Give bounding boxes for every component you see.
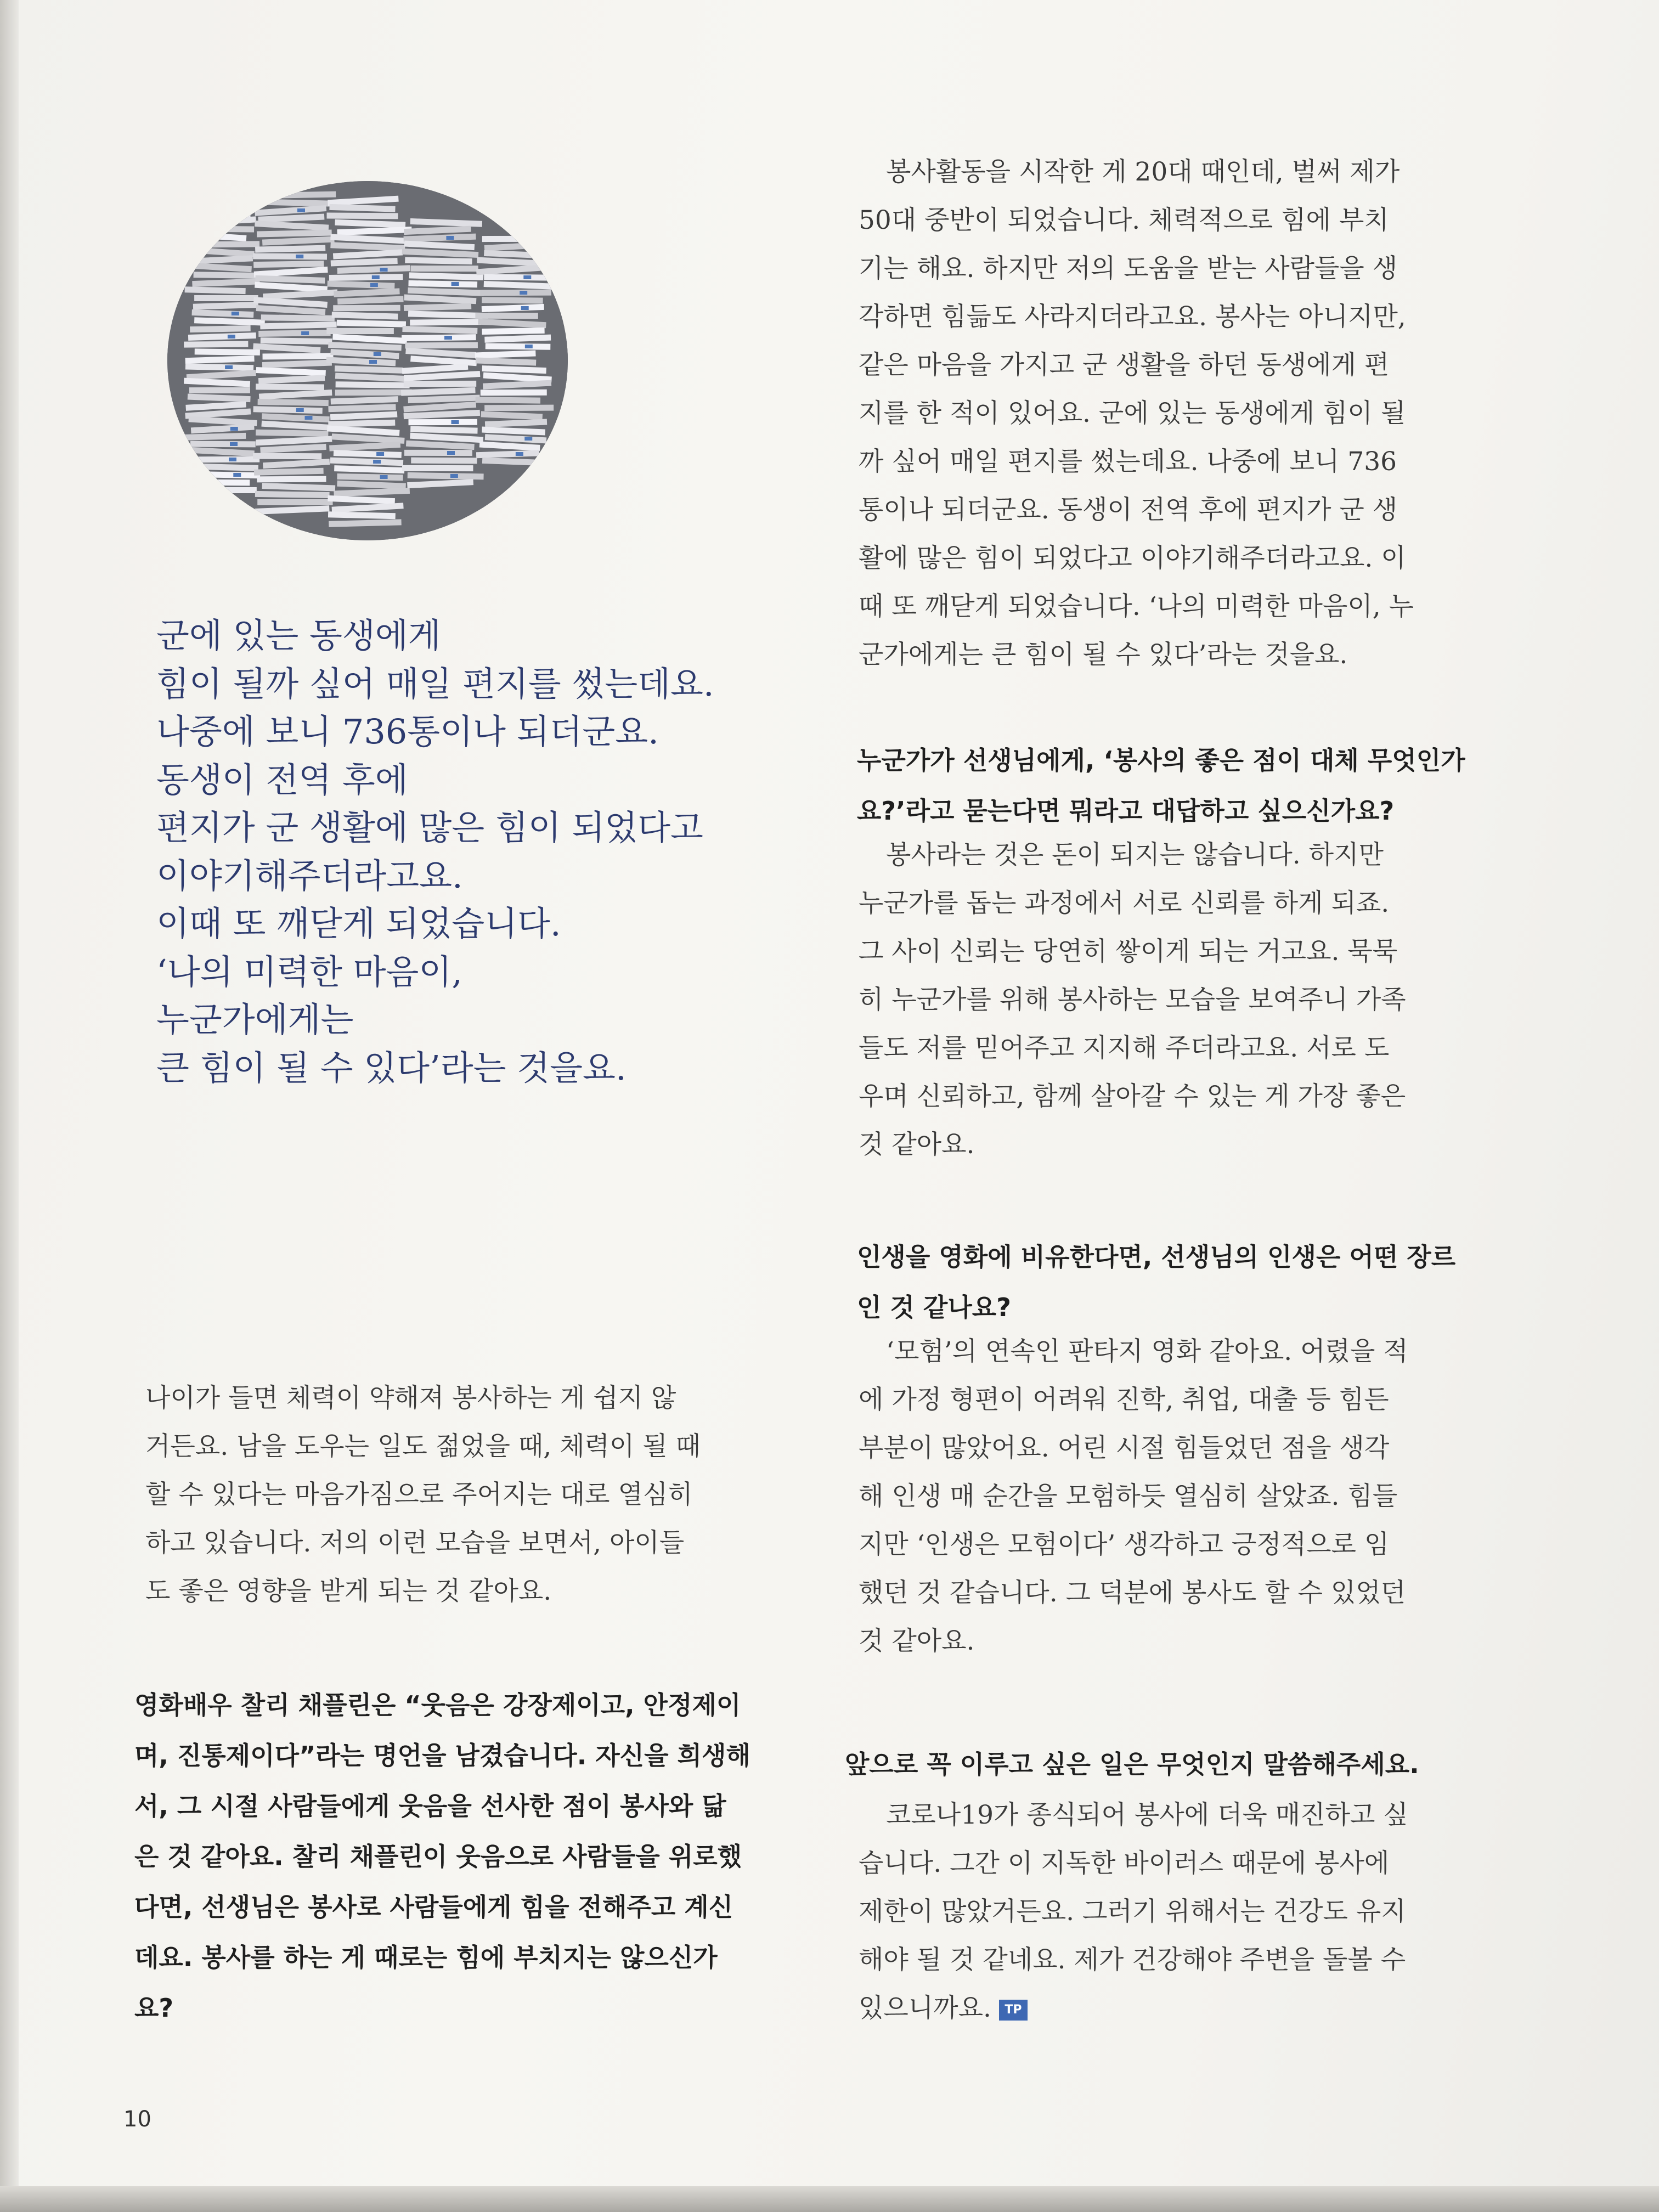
question-good-line: 요?’라고 묻는다면 뭐라고 대답하고 싶으신가요? <box>857 796 1395 826</box>
question-chaplin-line: 다면, 선생님은 봉사로 사람들에게 힘을 전해주고 계신 <box>134 1892 733 1922</box>
answer-movie-line: 부분이 많았어요. 어린 시절 힘들었던 점을 생각 <box>859 1433 1390 1463</box>
question-good-line: 누군가가 선생님에게, ‘봉사의 좋은 점이 대체 무엇인가 <box>857 746 1465 775</box>
answer-tired-line: 활에 많은 힘이 되었다고 이야기해주더라고요. 이 <box>859 543 1406 573</box>
answer-movie-line: 에 가정 형편이 어려워 진학, 취업, 대출 등 힘든 <box>859 1385 1389 1415</box>
question-chaplin-line: 은 것 같아요. 찰리 채플린이 웃음으로 사람들을 위로했 <box>134 1842 742 1871</box>
answer-future-line: 코로나19가 종식되어 봉사에 더욱 매진하고 싶 <box>886 1800 1408 1830</box>
answer-intro <box>145 1374 701 1616</box>
page-spine <box>0 0 19 2212</box>
answer-future-line: 습니다. 그간 이 지독한 바이러스 때문에 봉사에 <box>859 1848 1390 1878</box>
answer-tired-line: 각하면 힘듦도 사라지더라고요. 봉사는 아니지만, <box>859 302 1406 332</box>
answer-good-line: 누군가를 돕는 과정에서 서로 신뢰를 하게 되죠. <box>859 888 1390 918</box>
answer-future-line: 있으니까요. TP <box>859 1984 1408 2033</box>
pull-quote-line: 군에 있는 동생에게 <box>156 616 441 656</box>
answer-tired <box>859 148 1414 679</box>
answer-good-line: 들도 저를 믿어주고 지지해 주더라고요. 서로 도 <box>859 1033 1390 1063</box>
answer-good-line: 그 사이 신뢰는 당연히 쌓이게 되는 거고요. 묵묵 <box>859 936 1398 967</box>
question-chaplin-line: 영화배우 찰리 채플린은 “웃음은 강장제이고, 안정제이 <box>134 1690 741 1720</box>
answer-tired-line: 같은 마음을 가지고 군 생활을 하던 동생에게 편 <box>859 350 1390 380</box>
answer-good-line: 봉사라는 것은 돈이 되지는 않습니다. 하지만 <box>886 840 1384 870</box>
pull-quote-line: 이야기해주더라고요. <box>156 855 463 896</box>
answer-movie-line: 지만 ‘인생은 모험이다’ 생각하고 긍정적으로 임 <box>859 1530 1390 1560</box>
pull-quote-line: 힘이 될까 싶어 매일 편지를 썼는데요. <box>156 663 714 704</box>
answer-movie-line: 해 인생 매 순간을 모험하듯 열심히 살았죠. 힘들 <box>859 1481 1398 1511</box>
question-chaplin-line: 서, 그 시절 사람들에게 웃음을 선사한 점이 봉사와 닮 <box>134 1791 726 1821</box>
answer-good-line: 히 누군가를 위해 봉사하는 모습을 보여주니 가족 <box>859 985 1406 1015</box>
answer-good-line: 우며 신뢰하고, 함께 살아갈 수 있는 게 가장 좋은 <box>859 1081 1406 1111</box>
question-movie-line: 인생을 영화에 비유한다면, 선생님의 인생은 어떤 장르 <box>857 1242 1456 1272</box>
answer-movie <box>859 1328 1408 1666</box>
question-chaplin-line: 요? <box>134 1993 174 2023</box>
question-future <box>845 1739 1419 1790</box>
question-movie-line: 인 것 같나요? <box>857 1293 1011 1322</box>
answer-movie-line: 것 같아요. <box>859 1626 975 1656</box>
pull-quote-line: 나중에 보니 736통이나 되더군요. <box>156 712 659 752</box>
pull-quote-line: 누군가에게는 <box>156 1000 354 1040</box>
answer-tired-line: 통이나 되더군요. 동생이 전역 후에 편지가 군 생 <box>859 495 1398 525</box>
answer-good <box>859 831 1406 1169</box>
question-chaplin <box>134 1680 751 2033</box>
answer-movie-line: ‘모험’의 연속인 판타지 영화 같아요. 어렸을 적 <box>886 1336 1408 1367</box>
answer-tired-line: 때 또 깨닫게 되었습니다. ‘나의 미력한 마음이, 누 <box>859 591 1414 622</box>
question-good <box>857 735 1465 836</box>
pull-quote-line: 편지가 군 생활에 많은 힘이 되었다고 <box>156 808 703 848</box>
answer-intro-line: 거든요. 남을 도우는 일도 젊었을 때, 체력이 될 때 <box>145 1431 701 1462</box>
answer-tired-line: 기는 해요. 하지만 저의 도움을 받는 사람들을 생 <box>859 253 1398 284</box>
pull-quote-line: 동생이 전역 후에 <box>156 759 408 800</box>
pull-quote-line: 큰 힘이 될 수 있다’라는 것을요. <box>156 1047 627 1088</box>
page-bottom-edge <box>0 2186 1659 2212</box>
answer-tired-line: 봉사활동을 시작한 게 20대 때인데, 벌써 제가 <box>886 157 1400 187</box>
answer-intro-line: 할 수 있다는 마음가짐으로 주어지는 대로 열심히 <box>145 1480 693 1510</box>
answer-intro-line: 도 좋은 영향을 받게 되는 것 같아요. <box>145 1576 552 1606</box>
answer-movie-line: 했던 것 같습니다. 그 덕분에 봉사도 할 수 있었던 <box>859 1578 1406 1608</box>
question-future-line: 앞으로 꼭 이루고 싶은 일은 무엇인지 말씀해주세요. <box>845 1750 1419 1779</box>
letters-photo-graphic <box>167 181 568 540</box>
answer-future-line: 해야 될 것 같네요. 제가 건강해야 주변을 돌볼 수 <box>859 1945 1406 1975</box>
letters-photo <box>167 181 568 540</box>
end-mark-icon: TP <box>999 2000 1028 2021</box>
question-movie <box>857 1232 1455 1333</box>
answer-good-line: 것 같아요. <box>859 1130 975 1160</box>
answer-tired-line: 군가에게는 큰 힘이 될 수 있다’라는 것을요. <box>859 640 1348 670</box>
page-number: 10 <box>123 2107 151 2132</box>
answer-future-line: 제한이 많았거든요. 그러기 위해서는 건강도 유지 <box>859 1897 1406 1927</box>
answer-future <box>859 1791 1408 2033</box>
answer-tired-line: 지를 한 적이 있어요. 군에 있는 동생에게 힘이 될 <box>859 398 1406 428</box>
answer-intro-line: 하고 있습니다. 저의 이런 모습을 보면서, 아이들 <box>145 1528 685 1558</box>
pull-quote <box>156 612 787 1092</box>
question-chaplin-line: 데요. 봉사를 하는 게 때로는 힘에 부치지는 않으신가 <box>134 1943 718 1972</box>
answer-intro-line: 나이가 들면 체력이 약해져 봉사하는 게 쉽지 않 <box>145 1383 676 1413</box>
question-chaplin-line: 며, 진통제이다”라는 명언을 남겼습니다. 자신을 희생해 <box>134 1741 751 1770</box>
answer-tired-line: 50대 중반이 되었습니다. 체력적으로 힘에 부치 <box>859 205 1389 235</box>
pull-quote-line: 이때 또 깨닫게 되었습니다. <box>156 904 561 944</box>
answer-tired-line: 까 싶어 매일 편지를 썼는데요. 나중에 보니 736 <box>859 447 1397 477</box>
pull-quote-line: ‘나의 미력한 마음이, <box>156 951 462 992</box>
